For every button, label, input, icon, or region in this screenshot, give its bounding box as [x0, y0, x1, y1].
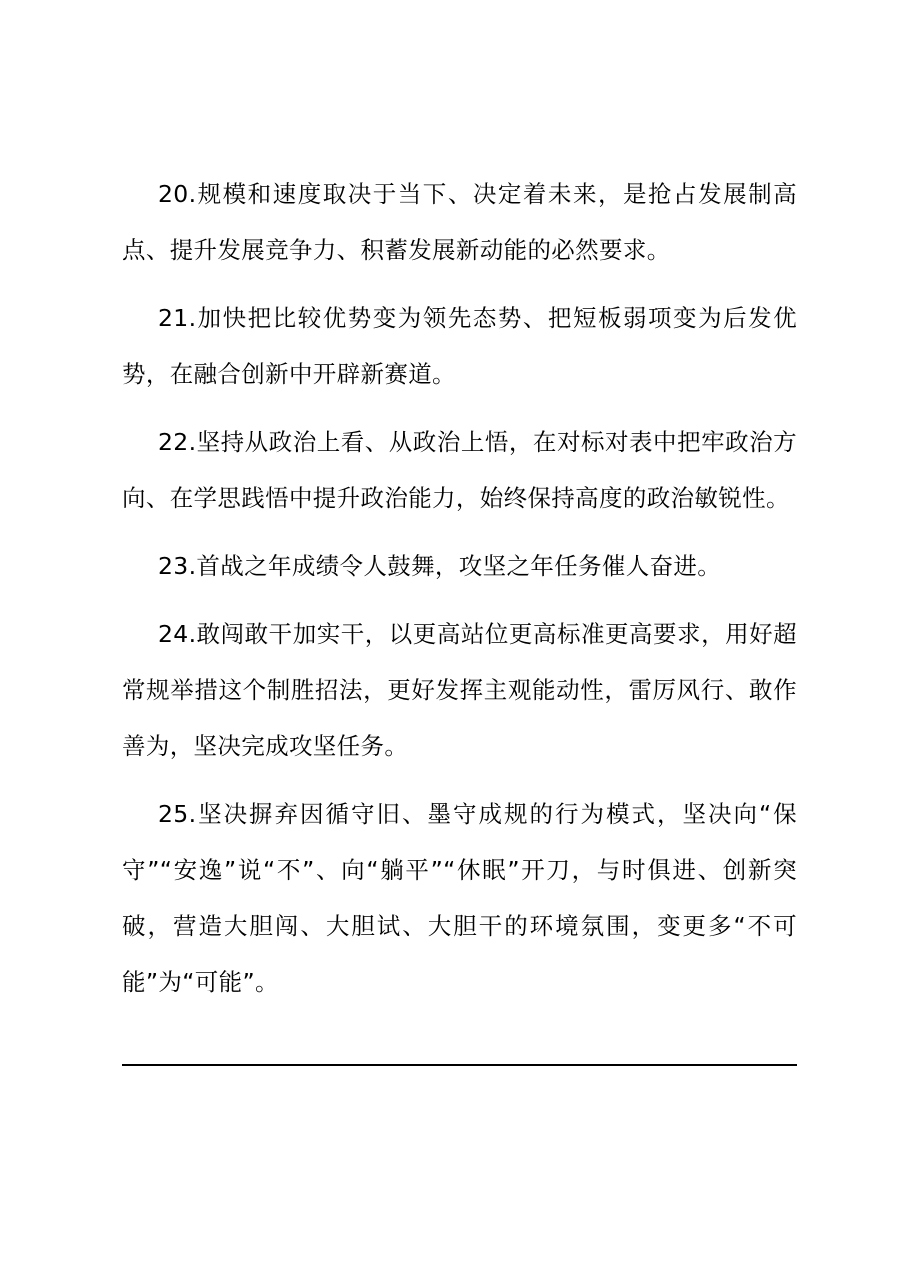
paragraph-22: 22.坚持从政治上看、从政治上悟，在对标对表中把牢政治方向、在学思践悟中提升政治能力，始终保持高度的政治敏锐性。	[122, 428, 797, 512]
document-body	[122, 166, 797, 1022]
paragraph-21: 21.加快把比较优势变为领先态势、把短板弱项变为后发优势，在融合创新中开辟新赛道。	[122, 304, 797, 388]
paragraph-25: 25.坚决摒弃因循守旧、墨守成规的行为模式，坚决向“保守”“安逸”说“不”、向“躺平”“休眠”开刀，与时俱进、创新突破，营造大胆闯、大胆试、大胆干的环境氛围，变更多“不可能”为“可能”。	[122, 800, 797, 996]
paragraph-23: 23.首战之年成绩令人鼓舞，攻坚之年任务催人奋进。	[158, 552, 722, 580]
footer-divider	[122, 1064, 797, 1066]
paragraph-24: 24.敢闯敢干加实干，以更高站位更高标准更高要求，用好超常规举措这个制胜招法，更好发挥主观能动性，雷厉风行、敢作善为，坚决完成攻坚任务。	[122, 620, 797, 760]
paragraph-20: 20.规模和速度取决于当下、决定着未来，是抢占发展制高点、提升发展竞争力、积蓄发展新动能的必然要求。	[122, 180, 797, 264]
